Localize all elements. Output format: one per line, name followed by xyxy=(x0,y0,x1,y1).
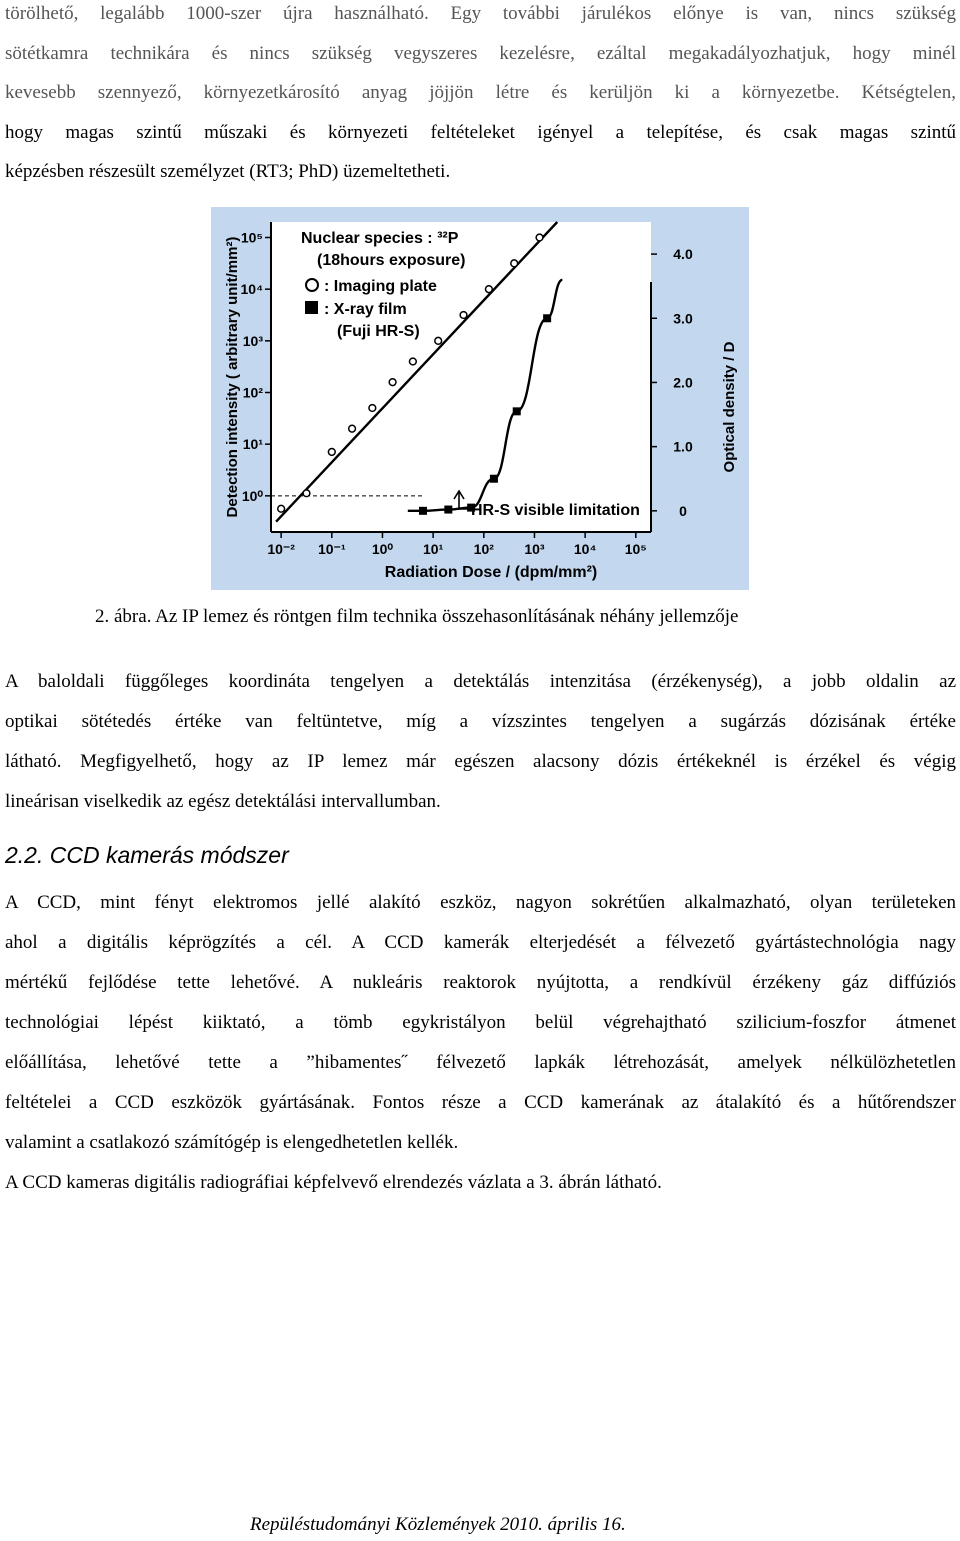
y-left-tick-label: 10⁵ xyxy=(240,229,263,246)
x-tick-label: 10³ xyxy=(524,541,545,557)
legend-ip-label: : Imaging plate xyxy=(324,278,437,295)
ip-data-point xyxy=(409,358,416,365)
x-tick-label: 10⁻¹ xyxy=(317,541,346,557)
y-left-tick-label: 10⁴ xyxy=(240,281,263,298)
y-right-tick-label: 0 xyxy=(679,502,687,519)
ccd-line: A CCD, mint fényt elektromos jellé alakító eszköz, nagyon sokrétűen alkalmazható, olyan területeken xyxy=(5,892,956,913)
ccd-line: valamint a csatlakozó számítógép is elengedhetetlen kellék. xyxy=(5,1132,459,1153)
y-left-tick-label: 10³ xyxy=(242,332,263,349)
ip-data-point xyxy=(511,260,518,267)
page-footer: Repüléstudományi Közlemények 2010. április 16. xyxy=(250,1514,626,1535)
y-right-tick-label: 4.0 xyxy=(673,246,693,263)
intro-paragraph xyxy=(5,0,956,192)
legend-title-2: (18hours exposure) xyxy=(317,252,466,269)
film-data-point xyxy=(490,475,498,483)
film-data-point xyxy=(444,506,452,514)
y-right-label: Optical density / D xyxy=(721,341,738,473)
ccd-line: feltételei a CCD eszközök gyártásának. Fontos része a CCD kamerának az átalakító és a hűtőrendszer xyxy=(5,1092,956,1113)
film-data-point xyxy=(419,507,427,515)
y-right-tick-label: 1.0 xyxy=(673,438,693,455)
explanation-paragraph xyxy=(5,662,956,822)
ip-data-point xyxy=(536,234,543,241)
x-tick-label: 10⁰ xyxy=(371,541,394,557)
ip-data-point xyxy=(328,449,335,456)
ip-data-point xyxy=(369,405,376,412)
figure-chart xyxy=(211,207,749,590)
ip-data-point xyxy=(349,425,356,432)
intro-line: törölhető, legalább 1000-szer újra használható. Egy további járulékos előnye is van, nincs szükség xyxy=(5,3,956,24)
x-axis-label: Radiation Dose / (dpm/mm²) xyxy=(384,564,598,581)
ccd-line: A CCD kameras digitális radiográfiai képfelvevő elrendezés vázlata a 3. ábrán látható. xyxy=(5,1172,662,1193)
legend-film-label-1: : X-ray film xyxy=(324,301,407,318)
chart-svg xyxy=(211,207,749,590)
film-data-point xyxy=(543,314,551,322)
intro-line: képzésben részesült személyzet (RT3; PhD) üzemeltetheti. xyxy=(5,161,451,183)
x-tick-label: 10² xyxy=(473,541,494,557)
explanation-line: A baloldali függőleges koordináta tengelyen a detektálás intenzitása (érzékenység), a jobb oldalin az xyxy=(5,671,956,692)
intro-line: hogy magas szintű műszaki és környezeti feltételeket igényel a telepítése, és csak magas szintű xyxy=(5,121,956,143)
intro-line: sötétkamra technikára és nincs szükség vegyszeres kezelésre, ezáltal megakadályozhatjuk, hogy minél xyxy=(5,42,956,64)
x-tick-label: 10¹ xyxy=(423,541,444,557)
x-tick-label: 10⁻² xyxy=(267,541,295,557)
y-left-tick-label: 10⁰ xyxy=(241,487,263,504)
legend-film-label-2: (Fuji HR-S) xyxy=(337,323,420,340)
legend-ip-marker xyxy=(306,279,318,291)
ip-data-point xyxy=(303,490,310,497)
x-tick-label: 10⁴ xyxy=(573,541,597,557)
x-tick-label: 10⁵ xyxy=(624,541,647,557)
film-data-point xyxy=(513,407,521,415)
y-left-tick-label: 10² xyxy=(242,384,263,401)
explanation-line: lineárisan viselkedik az egész detektálási intervallumban. xyxy=(5,791,441,812)
ip-data-point xyxy=(278,505,285,512)
explanation-line: optikai sötétedés értéke van feltüntetve, míg a vízszintes tengelyen a sugárzás dózisának értéke xyxy=(5,711,956,732)
ccd-paragraph xyxy=(5,883,956,1203)
ip-data-point xyxy=(389,379,396,386)
annotation-text: HR-S visible limitation xyxy=(471,502,640,519)
y-right-tick-label: 2.0 xyxy=(673,374,693,391)
y-left-tick-label: 10¹ xyxy=(242,436,263,453)
figure-caption: 2. ábra. Az IP lemez és röntgen film technika összehasonlításának néhány jellemzője xyxy=(95,606,739,627)
explanation-line: látható. Megfigyelhető, hogy az IP lemez már egészen alacsony dózis értékeknél is érzékel és végig xyxy=(5,751,956,772)
ip-data-point xyxy=(460,312,467,319)
y-left-label: Detection intensity ( arbitrary unit/mm²) xyxy=(224,236,241,518)
ccd-line: mértékű fejlődése tette lehetővé. A nukleáris reaktorok nyújtotta, a rendkívül érzékeny gáz diffúziós xyxy=(5,972,956,993)
y-right-tick-label: 3.0 xyxy=(673,310,693,327)
legend-title-1: Nuclear species : ³²P xyxy=(301,230,459,247)
ccd-line: technológiai lépést kiiktató, a tömb egykristályon belül végrehajtható szilicium-foszfor átmenet xyxy=(5,1012,956,1033)
intro-line: kevesebb szennyező, környezetkárosító anyag jöjjön létre és kerüljön ki a környezetbe. Kétségtelen, xyxy=(5,82,956,104)
legend-film-marker xyxy=(305,301,318,314)
ip-data-point xyxy=(485,286,492,293)
section-heading: 2.2. CCD kamerás módszer xyxy=(5,842,289,868)
ccd-line: ahol a digitális képrögzítés a cél. A CCD kamerák elterjedését a félvezető gyártástechnológia nagy xyxy=(5,932,956,953)
ip-data-point xyxy=(435,337,442,344)
ccd-line: előállítása, lehetővé tette a ˮhibamentes˝ félvezető lapkák létrehozását, amelyek nélkülözhetetlen xyxy=(5,1052,956,1073)
